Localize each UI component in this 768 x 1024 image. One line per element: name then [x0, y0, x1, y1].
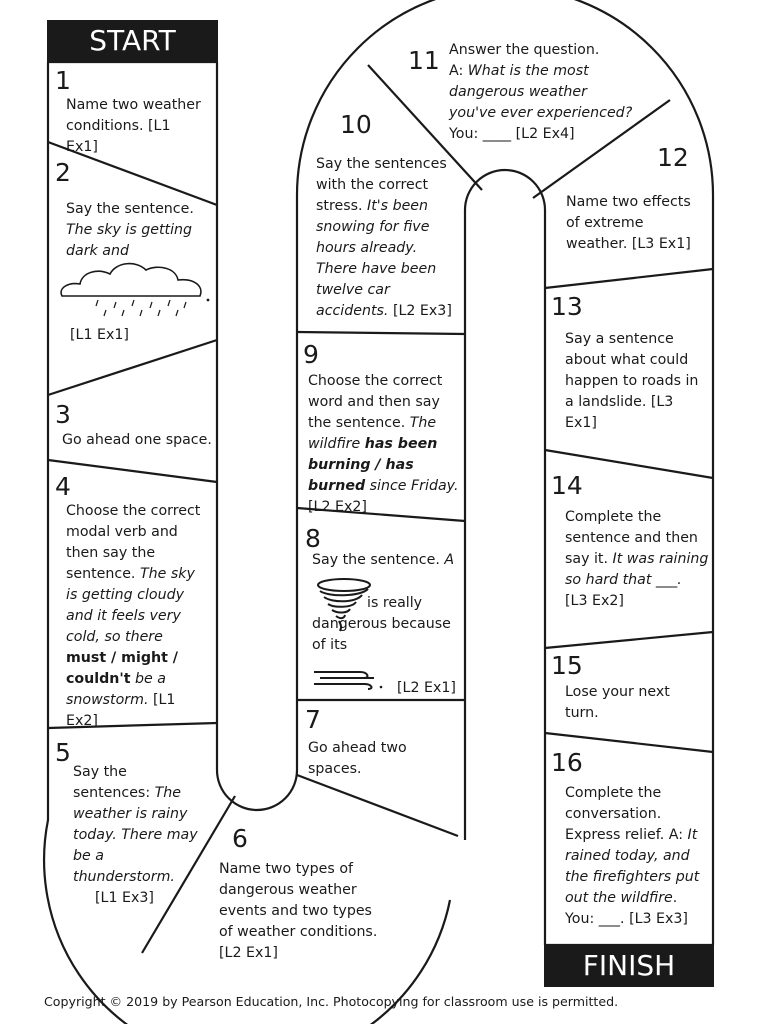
- space-10-ref: [L2 Ex3]: [392, 303, 452, 319]
- space-14-intro: Complete the sentence and then say it.: [565, 509, 698, 567]
- space-2-ref: [L1 Ex1]: [70, 327, 129, 343]
- space-3-number: 3: [55, 400, 71, 429]
- space-11-question: What is the most dangerous weather you've ever experienced?: [449, 63, 633, 121]
- space-12-text: Name two effects of extreme weather. [L3 Ex1]: [566, 194, 691, 252]
- space-6-ref: [L2 Ex1]: [219, 945, 278, 961]
- divider: [297, 332, 465, 334]
- space-1-text: Name two weather conditions. [L1 Ex1]: [66, 97, 201, 155]
- space-9-choice: has been burning / has burned: [308, 436, 438, 494]
- cloud-with-rain-icon: [58, 258, 216, 318]
- space-16-intro: Complete the conversation. Express relief.: [565, 785, 665, 843]
- space-16-a-label: A:: [668, 827, 684, 843]
- start-banner: START: [47, 20, 218, 62]
- space-11-ref: [L2 Ex4]: [515, 126, 575, 142]
- space-15-number: 15: [551, 651, 583, 680]
- space-16-text: [565, 783, 705, 930]
- space-14-ref: [L3 Ex2]: [565, 593, 624, 609]
- space-9-number: 9: [303, 340, 319, 369]
- space-9-intro: Choose the correct word and then say the sentence.: [308, 373, 443, 431]
- space-7-number: 7: [305, 705, 321, 734]
- space-10-sentence: It's been snowing for five hours already. There have been twelve car accidents.: [316, 198, 437, 319]
- space-5-text: [73, 762, 208, 909]
- space-13-number: 13: [551, 292, 583, 321]
- space-4-sentence-b: be a snowstorm.: [66, 671, 166, 708]
- divider: [545, 269, 713, 288]
- space-8-word-a: A: [444, 552, 455, 568]
- space-11-a-label: A:: [449, 63, 464, 79]
- space-11-number: 11: [408, 46, 440, 75]
- space-15-text: Lose your next turn.: [565, 684, 670, 721]
- space-6-text: [219, 859, 389, 964]
- space-5-ref: [L1 Ex3]: [95, 890, 154, 906]
- space-6-body: Name two types of dangerous weather events and two types of weather conditions.: [219, 861, 378, 940]
- space-4-intro: Choose the correct modal verb and then say the sentence.: [66, 503, 201, 582]
- space-9-text: [308, 371, 463, 518]
- space-16-sentence: It rained today, and the firefighters put out the wildfire: [565, 827, 700, 906]
- divider: [48, 340, 217, 395]
- space-5-intro: Say the sentences:: [73, 764, 151, 801]
- space-16-period: .: [672, 890, 678, 906]
- space-2-intro: Say the sentence.: [66, 201, 194, 217]
- space-8-intro-line: [312, 550, 462, 571]
- space-14-text: [565, 507, 710, 612]
- space-8-ref: [L2 Ex1]: [397, 680, 456, 696]
- space-1-number: 1: [55, 66, 71, 95]
- divider: [545, 632, 713, 648]
- space-4-text: [66, 501, 206, 732]
- space-3-text: Go ahead one space.: [62, 432, 212, 448]
- space-2-sentence: The sky is getting dark and: [66, 222, 193, 259]
- space-2-text: [66, 199, 206, 262]
- space-8-number: 8: [305, 524, 321, 553]
- space-14-number: 14: [551, 471, 583, 500]
- space-16-you: You: ___.: [565, 911, 625, 927]
- space-5-sentence: The weather is rainy today. There may be a thunderstorm.: [73, 785, 198, 885]
- space-14-sentence: It was raining so hard that ___.: [565, 551, 709, 588]
- space-4-number: 4: [55, 472, 71, 501]
- copyright-notice: Copyright © 2019 by Pearson Education, Inc. Photocopying for classroom use is permitted.: [44, 994, 619, 1009]
- space-8-intro: Say the sentence.: [312, 552, 440, 568]
- divider: [48, 460, 217, 482]
- space-2-number: 2: [55, 158, 71, 187]
- space-10-intro: Say the sentences with the correct stress.: [316, 156, 447, 214]
- space-9-sentence-a: The wildfire: [308, 415, 437, 452]
- divider: [297, 775, 458, 836]
- finish-banner: FINISH: [544, 945, 714, 987]
- wind-icon: [312, 668, 384, 690]
- space-4-sentence-a: The sky is getting cloudy and it feels very cold, so there: [66, 566, 195, 645]
- left-track-inner: [217, 62, 297, 810]
- space-11-intro: Answer the question.: [449, 42, 600, 58]
- space-7-text: Go ahead two spaces.: [308, 740, 407, 777]
- space-9-ref: [L2 Ex2]: [308, 499, 367, 515]
- space-12-number: 12: [657, 143, 689, 172]
- space-10-text: [316, 154, 456, 322]
- space-9-sentence-b: since Friday.: [369, 478, 459, 494]
- space-11-you: You: ____: [449, 126, 512, 142]
- space-5-number: 5: [55, 738, 71, 767]
- space-8-text-b: is really dangerous because of its: [312, 595, 451, 653]
- middle-track-right: [465, 170, 545, 945]
- space-4-choice: must / might / couldn't: [66, 650, 178, 687]
- space-4-ref: [L1 Ex2]: [66, 692, 176, 729]
- space-10-number: 10: [340, 110, 372, 139]
- space-11-text: [449, 40, 634, 145]
- space-16-number: 16: [551, 748, 583, 777]
- space-6-number: 6: [232, 824, 248, 853]
- space-16-ref: [L3 Ex3]: [629, 911, 688, 927]
- space-13-text: Say a sentence about what could happen to roads in a landslide. [L3 Ex1]: [565, 331, 699, 431]
